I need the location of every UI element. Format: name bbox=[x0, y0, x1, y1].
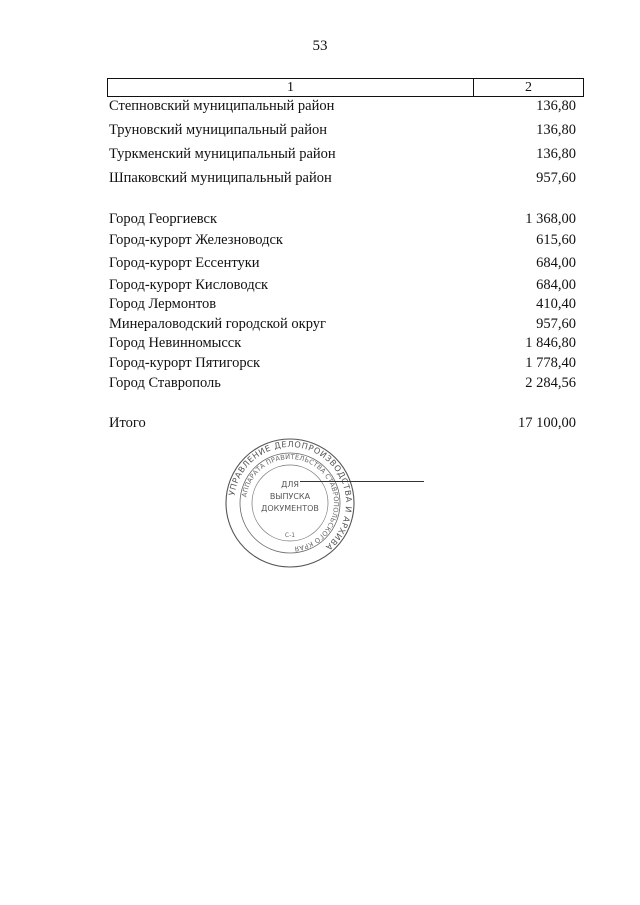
table-row bbox=[109, 276, 576, 294]
row-name: Город-курорт Железноводск bbox=[109, 232, 283, 248]
row-value: 1 368,00 bbox=[525, 211, 576, 227]
table-row bbox=[109, 374, 576, 392]
row-value: 1 778,40 bbox=[525, 355, 576, 371]
table-row bbox=[109, 231, 576, 249]
signature-line bbox=[300, 481, 424, 482]
row-value: 1 846,80 bbox=[525, 335, 576, 351]
row-value: 957,60 bbox=[536, 170, 576, 186]
page-number: 53 bbox=[312, 38, 328, 54]
stamp-inner-text: АППАРАТА ПРАВИТЕЛЬСТВА СТАВРОПОЛЬСКОГО КРАЯ bbox=[240, 452, 341, 553]
row-name: Город-курорт Пятигорск bbox=[109, 355, 261, 371]
row-name: Город-курорт Ессентуки bbox=[109, 255, 260, 271]
row-name: Город Ставрополь bbox=[109, 375, 221, 391]
row-value: 615,60 bbox=[536, 232, 576, 248]
table-row bbox=[109, 97, 576, 115]
table-row bbox=[109, 121, 576, 139]
header-col-1: 1 bbox=[108, 79, 474, 96]
total-value: 17 100,00 bbox=[518, 415, 576, 431]
row-name: Труновский муниципальный район bbox=[109, 122, 327, 138]
table-row bbox=[109, 210, 576, 228]
table-row bbox=[109, 254, 576, 272]
table-header bbox=[107, 78, 584, 97]
row-name: Шпаковский муниципальный район bbox=[109, 170, 332, 186]
row-name: Город Георгиевск bbox=[109, 211, 218, 227]
stamp-center-line: ВЫПУСКА bbox=[269, 492, 311, 501]
row-name: Город Лермонтов bbox=[109, 296, 217, 312]
stamp-center-line: ДОКУМЕНТОВ bbox=[261, 504, 319, 513]
row-value: 136,80 bbox=[536, 98, 576, 114]
table-row bbox=[109, 169, 576, 187]
official-stamp bbox=[224, 437, 356, 569]
row-value: 684,00 bbox=[536, 277, 576, 293]
row-value: 684,00 bbox=[536, 255, 576, 271]
table-row bbox=[109, 354, 576, 372]
stamp-code: С-1 bbox=[284, 532, 296, 539]
row-name: Город-курорт Кисловодск bbox=[109, 277, 269, 293]
row-value: 957,60 bbox=[536, 316, 576, 332]
total-row bbox=[109, 414, 576, 432]
row-name: Степновский муниципальный район bbox=[109, 98, 335, 114]
row-name: Город Невинномысск bbox=[109, 335, 242, 351]
table-row bbox=[109, 315, 576, 333]
table-row bbox=[109, 145, 576, 163]
stamp-center-line: ДЛЯ bbox=[281, 480, 299, 489]
row-value: 2 284,56 bbox=[525, 375, 576, 391]
row-name: Минераловодский городской округ bbox=[109, 316, 326, 332]
stamp-outer-text: УПРАВЛЕНИЕ ДЕЛОПРОИЗВОДСТВА И АРХИВА bbox=[226, 438, 355, 553]
row-value: 410,40 bbox=[536, 296, 576, 312]
table-row bbox=[109, 295, 576, 313]
table-row bbox=[109, 334, 576, 352]
header-col-2: 2 bbox=[525, 80, 532, 95]
total-label: Итого bbox=[109, 415, 146, 431]
row-name: Туркменский муниципальный район bbox=[109, 146, 336, 162]
row-value: 136,80 bbox=[536, 122, 576, 138]
row-value: 136,80 bbox=[536, 146, 576, 162]
